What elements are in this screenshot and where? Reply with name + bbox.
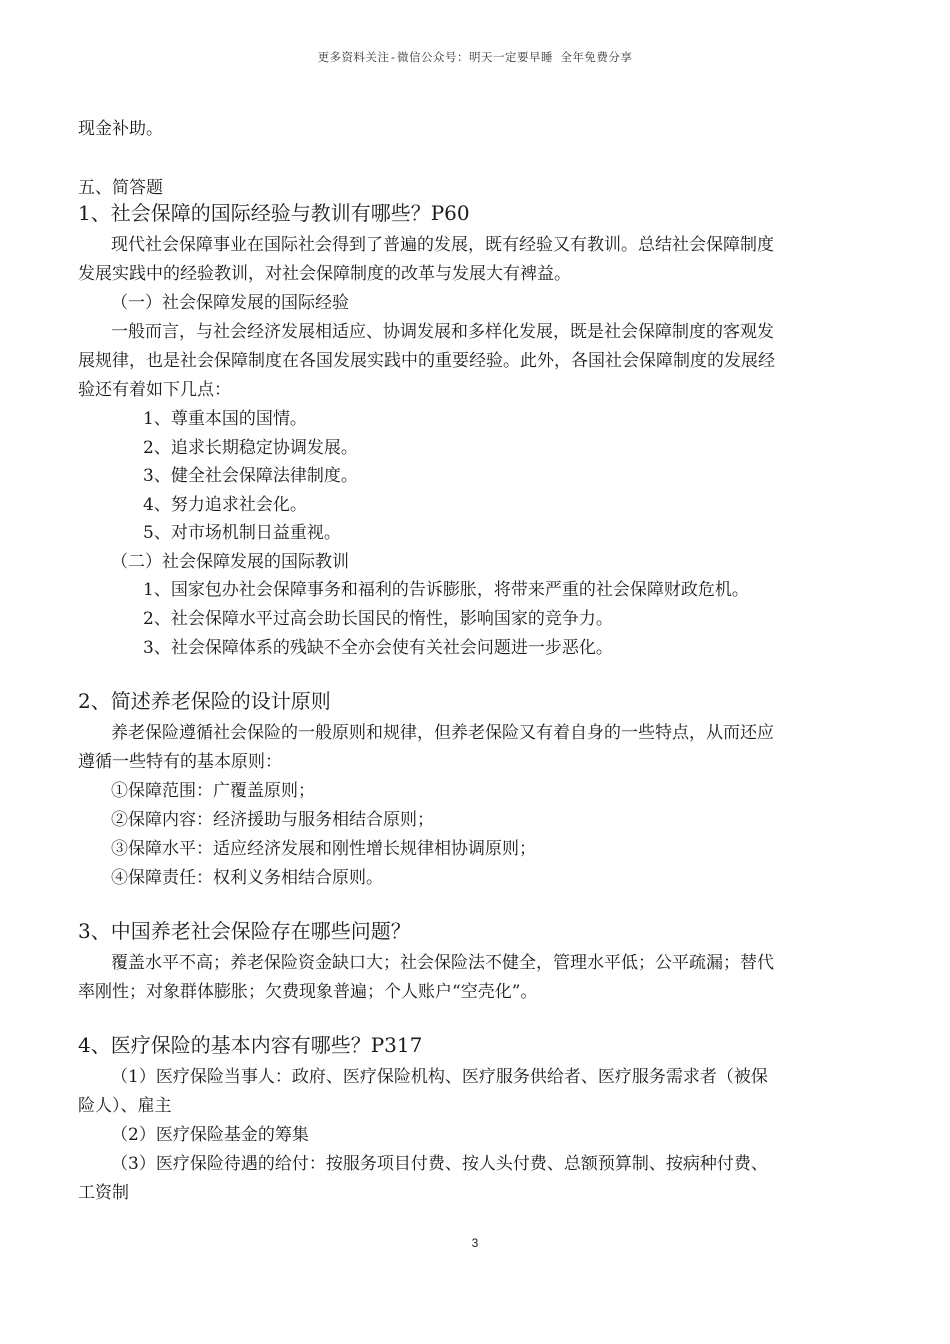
text-line: ①保障范围：广覆盖原则；	[111, 781, 315, 801]
text-line: ④保障责任：权利义务相结合原则。	[111, 868, 383, 888]
text-line: 覆盖水平不高；养老保险资金缺口大；社会保险法不健全，管理水平低；公平疏漏；替代	[111, 953, 774, 973]
question-heading: 4、医疗保险的基本内容有哪些？P317	[78, 1033, 423, 1057]
text-line: （一）社会保障发展的国际经验	[111, 293, 349, 313]
text-line: 现代社会保障事业在国际社会得到了普遍的发展，既有经验又有教训。总结社会保障制度	[111, 235, 774, 255]
page-number: 3	[471, 1236, 479, 1250]
text-line: 5、对市场机制日益重视。	[143, 523, 341, 543]
text-line: 五、简答题	[78, 178, 163, 198]
text-line: ②保障内容：经济援助与服务相结合原则；	[111, 810, 434, 830]
text-line: 现金补助。	[78, 119, 163, 139]
text-line: 率刚性；对象群体膨胀；欠费现象普遍；个人账户“空壳化”。	[78, 982, 538, 1002]
text-line: 2、社会保障水平过高会助长国民的惰性，影响国家的竞争力。	[143, 609, 613, 629]
text-line: 遵循一些特有的基本原则：	[78, 752, 282, 772]
text-line: 展规律，也是社会保障制度在各国发展实践中的重要经验。此外，各国社会保障制度的发展经	[78, 351, 775, 371]
page-header: 更多资料关注-微信公众号：明天一定要早睡 全年免费分享	[317, 50, 633, 64]
text-line: （二）社会保障发展的国际教训	[111, 552, 349, 572]
text-line: 2、追求长期稳定协调发展。	[143, 438, 358, 458]
text-line: 1、尊重本国的国情。	[143, 409, 307, 429]
question-heading: 3、中国养老社会保险存在哪些问题？	[78, 919, 411, 943]
question-heading: 2、简述养老保险的设计原则	[78, 689, 331, 713]
text-line: 验还有着如下几点：	[78, 380, 231, 400]
text-line: 4、努力追求社会化。	[143, 495, 307, 515]
text-line: 养老保险遵循社会保险的一般原则和规律，但养老保险又有着自身的一些特点，从而还应	[111, 723, 774, 743]
text-line: 3、健全社会保障法律制度。	[143, 466, 358, 486]
text-line: 发展实践中的经验教训，对社会保障制度的改革与发展大有裨益。	[78, 264, 571, 284]
question-heading: 1、社会保障的国际经验与教训有哪些？P60	[78, 201, 470, 225]
text-line: （2）医疗保险基金的筹集	[111, 1125, 309, 1145]
text-line: ③保障水平：适应经济发展和刚性增长规律相协调原则；	[111, 839, 536, 859]
text-line: 3、社会保障体系的残缺不全亦会使有关社会问题进一步恶化。	[143, 638, 613, 658]
text-line: （3）医疗保险待遇的给付：按服务项目付费、按人头付费、总额预算制、按病种付费、	[111, 1154, 768, 1174]
text-line: （1）医疗保险当事人：政府、医疗保险机构、医疗服务供给者、医疗服务需求者（被保	[111, 1067, 768, 1087]
text-line: 险人）、雇主	[78, 1096, 172, 1116]
text-line: 一般而言，与社会经济发展相适应、协调发展和多样化发展，既是社会保障制度的客观发	[111, 322, 774, 342]
text-line: 工资制	[78, 1183, 129, 1203]
text-line: 1、国家包办社会保障事务和福利的告诉膨胀，将带来严重的社会保障财政危机。	[143, 580, 749, 600]
